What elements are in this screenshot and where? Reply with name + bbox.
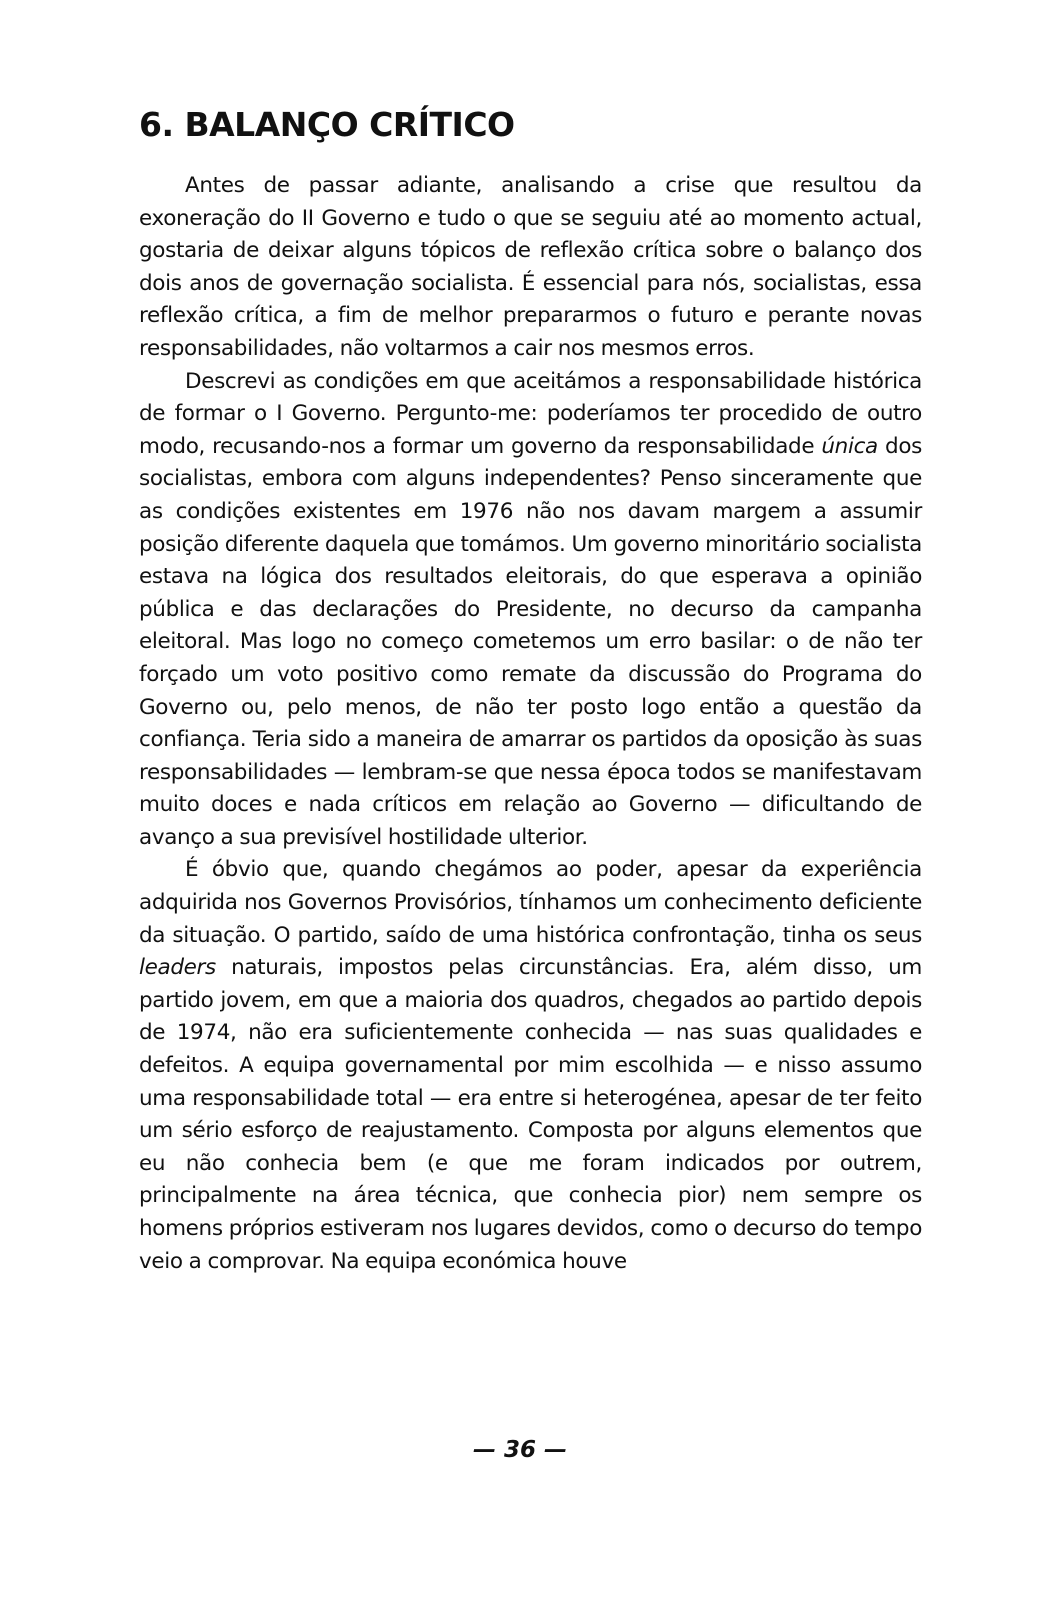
paragraph-2-text-start: Descrevi as condições em que aceitámos a responsabilidade histórica de formar o I Governo. Pergunto-me: poderíamos ter procedido de outro modo, recusando-nos a formar um governo da responsabilidade (139, 368, 922, 459)
paragraph-3 (139, 854, 922, 1278)
paragraph-1-text: Antes de passar adiante, analisando a crise que resultou da exoneração do II Governo e tudo o que se seguiu até ao momento actual, gostaria de deixar alguns tópicos de reflexão crítica sobre o balanço dos dois anos de governação socialista. É essencial para nós, socialistas, essa reflexão crítica, a fim de melhor prepararmos o futuro e perante novas responsabilidades, não voltarmos a cair nos mesmos erros. (139, 173, 922, 361)
body-text (139, 170, 922, 1278)
paragraph-3-text-end: naturais, impostos pelas circunstâncias. Era, além disso, um partido jovem, em que a maioria dos quadros, chegados ao partido depois de 1974, não era suficientemente conhecida — nas suas qualidades e defeitos. A equipa governamental por mim escolhida — e nisso assumo uma responsabilidade total — era entre si heterogénea, apesar de ter feito um sério esforço de reajustamento. Composta por alguns elementos que eu não conhecia bem (e que me foram indicados por outrem, principalmente na área técnica, que conhecia pior) nem sempre os homens próprios estiveram nos lugares devidos, como o decurso do tempo veio a comprovar. Na equipa económica houve (139, 955, 922, 1274)
section-heading: 6. BALANÇO CRÍTICO (139, 105, 515, 144)
paragraph-3-emphasis: leaders (139, 955, 216, 981)
page-number: — 36 — (472, 1437, 568, 1463)
paragraph-2-text-end: dos socialistas, embora com alguns independentes? Penso sinceramente que as condições existentes em 1976 não nos davam margem a assumir posição diferente daquela que tomámos. Um governo minoritário socialista estava na lógica dos resultados eleitorais, do que esperava a opinião pública e das declarações do Presidente, no decurso da campanha eleitoral. Mas logo no começo cometemos um erro basilar: o de não ter forçado um voto positivo como remate da discussão do Programa do Governo ou, pelo menos, de não ter posto logo então a questão da confiança. Teria sido a maneira de amarrar os partidos da oposição às suas responsabilidades — lembram-se que nessa época todos se manifestavam muito doces e nada críticos em relação ao Governo — dificultando de avanço a sua previsível hostilidade ulterior. (139, 433, 923, 850)
paragraph-1 (139, 170, 922, 366)
paragraph-2 (139, 366, 922, 855)
paragraph-2-emphasis: única (821, 433, 878, 459)
paragraph-3-text-start: É óbvio que, quando chegámos ao poder, apesar da experiência adquirida nos Governos Provisórios, tínhamos um conhecimento deficiente da situação. O partido, saído de uma histórica confrontação, tinha os seus (139, 857, 922, 948)
